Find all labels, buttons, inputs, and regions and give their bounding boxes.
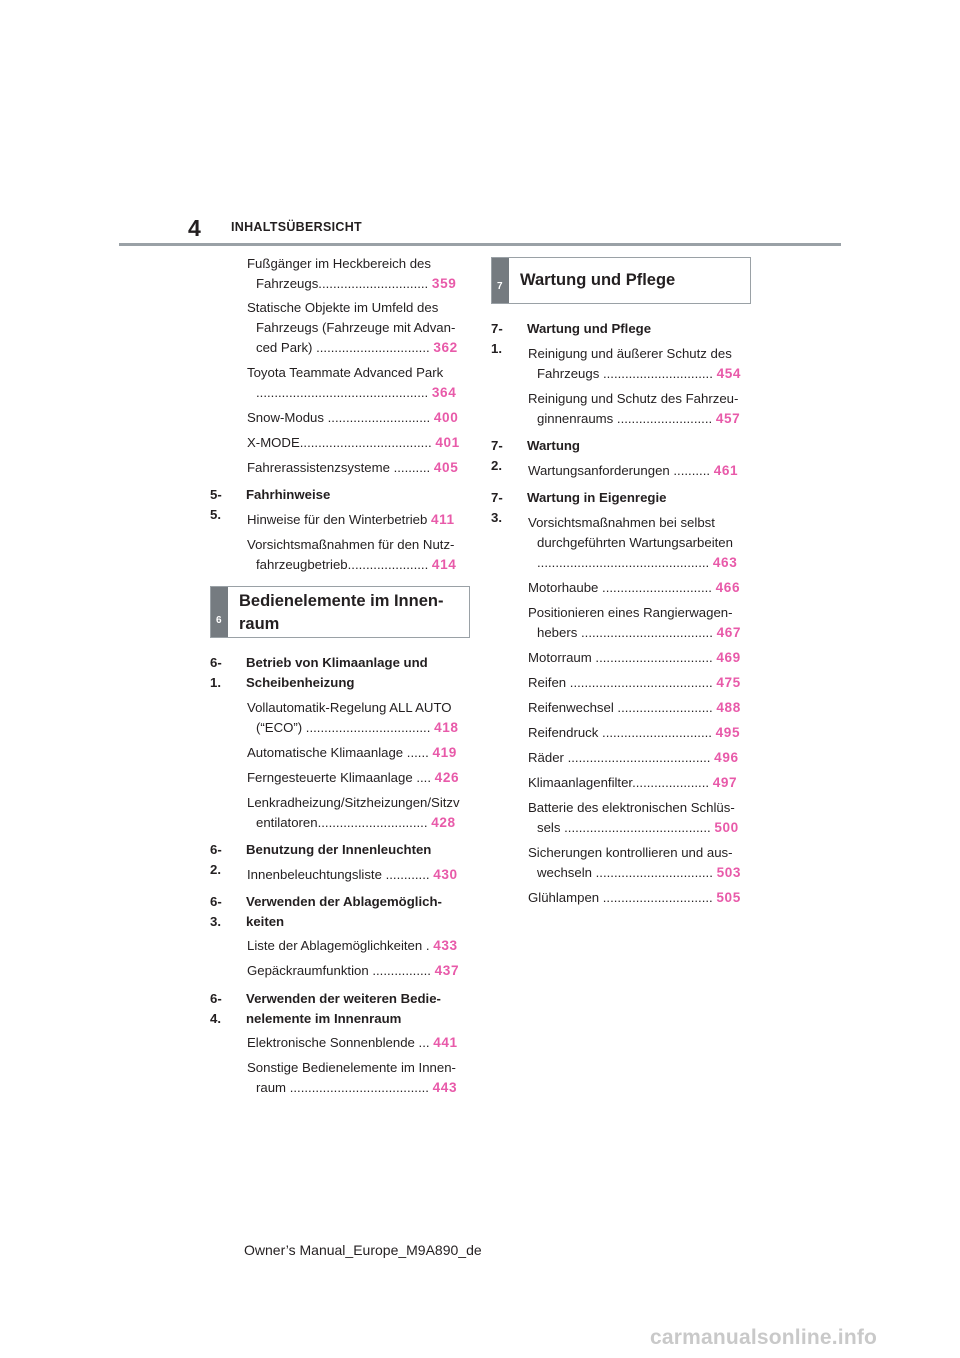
site-watermark: carmanualsonline.info bbox=[650, 1326, 878, 1349]
toc-entry[interactable] bbox=[528, 843, 750, 883]
toc-entry-text: Klimaanlagenfilter..................... bbox=[528, 775, 710, 790]
toc-entry-text: fahrzeugbetrieb...................... bbox=[256, 557, 429, 572]
toc-entry[interactable] bbox=[247, 793, 469, 833]
toc-entry[interactable] bbox=[528, 603, 750, 643]
toc-entry-text: (“ECO”) .................................. bbox=[256, 720, 431, 735]
toc-entry[interactable] bbox=[247, 298, 469, 358]
chapter-number: 6 bbox=[216, 615, 222, 626]
toc-entry-text: Sicherungen kontrollieren und aus- bbox=[528, 845, 733, 860]
toc-page-link[interactable]: 488 bbox=[716, 700, 741, 715]
toc-entry-text: sels ........................................ bbox=[537, 820, 711, 835]
toc-page-link[interactable]: 401 bbox=[435, 435, 460, 450]
toc-entry-text: Wartungsanforderungen .......... bbox=[528, 463, 711, 478]
toc-entry-text: Positionieren eines Rangierwagen- bbox=[528, 605, 733, 620]
section-title: Betrieb von Klimaanlage und bbox=[246, 655, 428, 670]
chapter-number: 7 bbox=[497, 281, 503, 292]
toc-page-link[interactable]: 443 bbox=[432, 1080, 458, 1095]
toc-page-link[interactable]: 362 bbox=[433, 340, 458, 355]
toc-entry-text: Vollautomatik-Regelung ALL AUTO bbox=[247, 700, 452, 715]
toc-page-link[interactable]: 428 bbox=[431, 815, 456, 830]
toc-entry[interactable] bbox=[528, 748, 750, 768]
toc-page-link[interactable]: 419 bbox=[432, 745, 457, 760]
toc-entry[interactable] bbox=[247, 458, 469, 478]
chapter-heading-box[interactable] bbox=[210, 586, 470, 638]
toc-entry[interactable] bbox=[247, 865, 469, 885]
section-number: 7-1. bbox=[491, 321, 503, 356]
document-footer: Owner’s Manual_Europe_M9A890_de bbox=[244, 1242, 482, 1258]
toc-entry-text: Reinigung und äußerer Schutz des bbox=[528, 346, 732, 361]
toc-entry[interactable] bbox=[247, 408, 469, 428]
toc-entry-text: Räder ....................................... bbox=[528, 750, 711, 765]
toc-entry[interactable] bbox=[528, 723, 750, 743]
toc-entry[interactable] bbox=[247, 535, 469, 575]
chapter-heading-box[interactable] bbox=[491, 257, 751, 304]
toc-entry[interactable] bbox=[247, 961, 469, 981]
toc-page-link[interactable]: 475 bbox=[716, 675, 741, 690]
chapter-title: Wartung und Pflege bbox=[520, 271, 676, 289]
toc-entry-text: Reifenwechsel .......................... bbox=[528, 700, 713, 715]
section-title: Scheibenheizung bbox=[246, 675, 355, 690]
toc-page-link[interactable]: 418 bbox=[434, 720, 459, 735]
toc-entry-text: Reifendruck .............................. bbox=[528, 725, 712, 740]
toc-entry[interactable] bbox=[247, 936, 469, 956]
toc-entry-text: Snow-Modus ............................ bbox=[247, 410, 431, 425]
toc-page-link[interactable]: 426 bbox=[434, 770, 460, 785]
section-number: 6-2. bbox=[210, 842, 222, 877]
toc-entry-text: Fahrzeugs .............................. bbox=[537, 366, 713, 381]
section-number: 6-1. bbox=[210, 655, 222, 690]
toc-page-link[interactable]: 505 bbox=[716, 890, 741, 905]
toc-entry[interactable] bbox=[528, 513, 750, 573]
toc-entry-text: Statische Objekte im Umfeld des bbox=[247, 300, 439, 315]
toc-entry[interactable] bbox=[247, 254, 469, 294]
toc-entry-text: Lenkradheizung/Sitzheizungen/Sitzv bbox=[247, 795, 460, 810]
toc-page-link[interactable]: 359 bbox=[431, 276, 457, 291]
toc-entry-text: Vorsichtsmaßnahmen bei selbst bbox=[528, 515, 715, 530]
toc-entry-text: Ferngesteuerte Klimaanlage .... bbox=[247, 770, 431, 785]
chapter-tab bbox=[492, 258, 509, 303]
toc-entry-text: Hinweise für den Winterbetrieb bbox=[247, 512, 428, 527]
section-number: 6-4. bbox=[210, 991, 222, 1026]
toc-page-link[interactable]: 497 bbox=[712, 775, 738, 790]
toc-page-link[interactable]: 467 bbox=[716, 625, 742, 640]
toc-page-link[interactable]: 411 bbox=[430, 512, 455, 527]
chapter-title: Bedienelemente im Innen- bbox=[239, 592, 444, 610]
section-title: Benutzung der Innenleuchten bbox=[246, 842, 432, 857]
page-number: 4 bbox=[188, 215, 201, 241]
toc-entry[interactable] bbox=[528, 389, 750, 429]
toc-entry[interactable] bbox=[528, 698, 750, 718]
toc-page-link[interactable]: 433 bbox=[433, 938, 458, 953]
section-title: keiten bbox=[246, 914, 285, 929]
toc-entry[interactable] bbox=[528, 648, 750, 668]
toc-entry-text: wechseln ................................ bbox=[537, 865, 713, 880]
toc-page-link[interactable]: 437 bbox=[434, 963, 460, 978]
toc-entry-text: ............................................... bbox=[537, 555, 710, 570]
toc-entry[interactable] bbox=[247, 510, 469, 530]
section-title: Fahrhinweise bbox=[246, 487, 331, 502]
chapter-title: raum bbox=[239, 615, 280, 633]
toc-entry-text: Liste der Ablagemöglichkeiten . bbox=[247, 938, 430, 953]
toc-entry-text: raum ...................................... bbox=[256, 1080, 429, 1095]
toc-entry-text: Fahrzeugs.............................. bbox=[256, 276, 429, 291]
toc-page-link[interactable]: 461 bbox=[713, 463, 739, 478]
toc-entry-text: X-MODE.................................... bbox=[247, 435, 432, 450]
toc-entry-text: Reinigung und Schutz des Fahrzeu- bbox=[528, 391, 739, 406]
toc-entry[interactable] bbox=[528, 461, 750, 481]
section-title: Wartung bbox=[527, 438, 580, 453]
toc-entry[interactable] bbox=[247, 433, 469, 453]
toc-page-link[interactable]: 469 bbox=[716, 650, 741, 665]
header-divider bbox=[119, 243, 841, 246]
toc-entry-text: Toyota Teammate Advanced Park bbox=[247, 365, 444, 380]
toc-entry-text: Innenbeleuchtungsliste ............ bbox=[247, 867, 430, 882]
toc-entry-text: Fahrzeugs (Fahrzeuge mit Advan- bbox=[256, 320, 456, 335]
section-number: 6-3. bbox=[210, 894, 222, 929]
section-number: 7-2. bbox=[491, 438, 503, 473]
section-number: 7-3. bbox=[491, 490, 503, 525]
toc-entry[interactable] bbox=[247, 363, 469, 403]
toc-entry-text: ............................................... bbox=[256, 385, 429, 400]
toc-page-link[interactable]: 454 bbox=[716, 366, 742, 381]
section-header-title: INHALTSÜBERSICHT bbox=[231, 220, 362, 234]
toc-entry-text: Fußgänger im Heckbereich des bbox=[247, 256, 431, 271]
toc-entry-text: durchgeführten Wartungsarbeiten bbox=[537, 535, 733, 550]
toc-entry[interactable] bbox=[528, 773, 750, 793]
toc-page-link[interactable]: 400 bbox=[433, 410, 459, 425]
toc-page-link[interactable]: 457 bbox=[715, 411, 741, 426]
toc-page-link[interactable]: 364 bbox=[431, 385, 457, 400]
toc-page-link[interactable]: 496 bbox=[714, 750, 739, 765]
toc-page-link[interactable]: 500 bbox=[714, 820, 739, 835]
toc-entry-text: ginnenraums .......................... bbox=[537, 411, 713, 426]
toc-entry[interactable] bbox=[247, 1033, 469, 1053]
toc-entry[interactable] bbox=[247, 698, 469, 738]
toc-entry[interactable] bbox=[528, 798, 750, 838]
section-title: Verwenden der Ablagemöglich- bbox=[246, 894, 442, 909]
toc-entry-text: Sonstige Bedienelemente im Innen- bbox=[247, 1060, 456, 1075]
toc-entry-text: Motorraum ................................ bbox=[528, 650, 713, 665]
section-title: Wartung und Pflege bbox=[527, 321, 652, 336]
section-number: 5-5. bbox=[210, 487, 222, 522]
toc-entry-text: Gepäckraumfunktion ................ bbox=[247, 963, 431, 978]
toc-entry[interactable] bbox=[528, 578, 750, 598]
toc-entry-text: ced Park) ............................... bbox=[256, 340, 430, 355]
toc-entry-text: Elektronische Sonnenblende ... bbox=[247, 1035, 430, 1050]
toc-page-link[interactable]: 414 bbox=[431, 557, 457, 572]
toc-entry-text: Reifen ....................................... bbox=[528, 675, 713, 690]
toc-page-link[interactable]: 466 bbox=[715, 580, 741, 595]
toc-entry[interactable] bbox=[247, 768, 469, 788]
toc-entry-text: Fahrerassistenzsysteme .......... bbox=[247, 460, 431, 475]
toc-entry-text: Automatische Klimaanlage ...... bbox=[247, 745, 429, 760]
toc-page-link[interactable]: 463 bbox=[712, 555, 738, 570]
section-title: nelemente im Innenraum bbox=[246, 1011, 402, 1026]
toc-entry-text: hebers .................................... bbox=[537, 625, 713, 640]
toc-page-link[interactable]: 405 bbox=[433, 460, 459, 475]
toc-page-link[interactable]: 441 bbox=[433, 1035, 458, 1050]
toc-entry-text: Motorhaube .............................. bbox=[528, 580, 712, 595]
toc-page-link[interactable]: 503 bbox=[716, 865, 742, 880]
toc-entry[interactable] bbox=[528, 888, 750, 908]
toc-page-link[interactable]: 430 bbox=[433, 867, 458, 882]
toc-entry-text: entilatoren.............................. bbox=[256, 815, 428, 830]
chapter-tab bbox=[211, 587, 228, 637]
toc-entry-text: Vorsichtsmaßnahmen für den Nutz- bbox=[247, 537, 455, 552]
toc-entry-text: Glühlampen .............................. bbox=[528, 890, 713, 905]
toc-entry[interactable] bbox=[528, 344, 750, 384]
section-title: Verwenden der weiteren Bedie- bbox=[246, 991, 441, 1006]
toc-entry-text: Batterie des elektronischen Schlüs- bbox=[528, 800, 735, 815]
toc-entry[interactable] bbox=[528, 673, 750, 693]
section-title: Wartung in Eigenregie bbox=[527, 490, 667, 505]
toc-page-link[interactable]: 495 bbox=[715, 725, 741, 740]
toc-entry[interactable] bbox=[247, 743, 469, 763]
toc-entry[interactable] bbox=[247, 1058, 469, 1098]
